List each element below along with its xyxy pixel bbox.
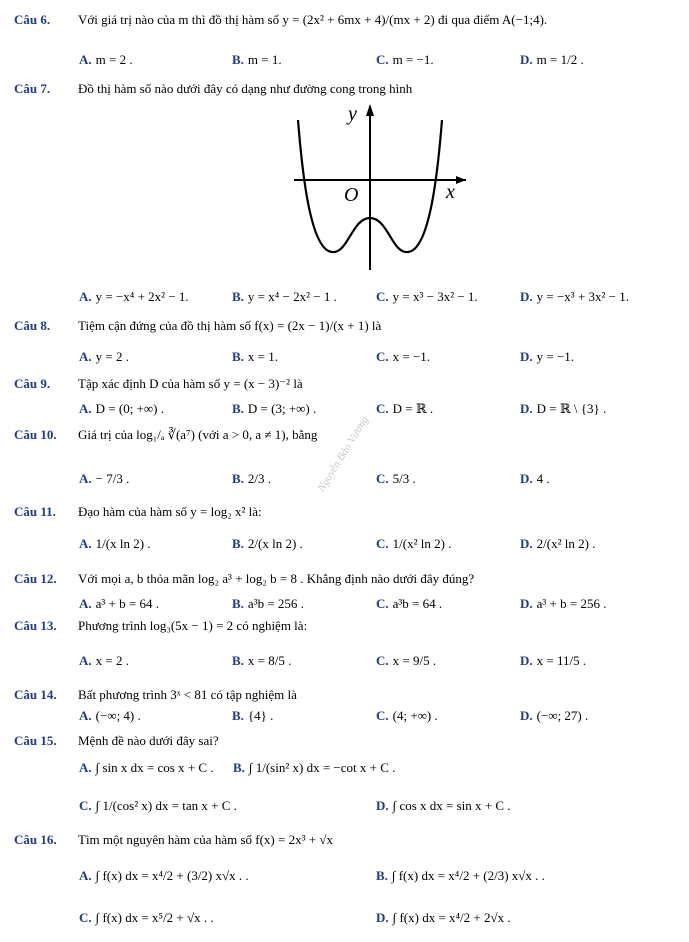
question-14-number: Câu 14. [14, 687, 57, 702]
q13-option-c-text: x = 9/5 . [392, 653, 437, 668]
q7-option-b[interactable]: B. y = x⁴ − 2x² − 1 . [232, 289, 337, 304]
q8-option-a[interactable]: A. y = 2 . [79, 349, 129, 364]
q16-option-c-text: ∫ f(x) dx = x⁵/2 + √x . . [95, 910, 214, 925]
q10-option-c-text: 5/3 . [392, 471, 416, 486]
q15-option-b[interactable]: B. ∫ 1/(sin² x) dx = −cot x + C . [233, 760, 396, 775]
q12-option-a-text: a³ + b = 64 . [95, 596, 159, 611]
q9-option-d-text: D = ℝ \ {3} . [536, 401, 607, 416]
y-axis-arrow [366, 104, 374, 116]
question-11-number: Câu 11. [14, 504, 56, 519]
q8-option-c[interactable]: C. x = −1. [376, 349, 431, 364]
q6-option-d-text: m = 1/2 . [536, 52, 584, 67]
q15-option-c[interactable]: C. ∫ 1/(cos² x) dx = tan x + C . [79, 798, 237, 813]
x-axis-label: x [446, 181, 455, 203]
q13-option-d-text: x = 11/5 . [536, 653, 587, 668]
question-7-number: Câu 7. [14, 81, 51, 96]
q16-option-b-text: ∫ f(x) dx = x⁴/2 + (2/3) x√x . . [391, 868, 545, 883]
q12-option-c-text: a³b = 64 . [392, 596, 443, 611]
q7-option-d[interactable]: D. y = −x³ + 3x² − 1. [520, 289, 630, 304]
q16-option-b[interactable]: B. ∫ f(x) dx = x⁴/2 + (2/3) x√x . . [376, 868, 545, 883]
y-axis-label: y [348, 103, 357, 125]
q9-option-b[interactable]: B. D = (3; +∞) . [232, 401, 317, 416]
q13-option-a-text: x = 2 . [95, 653, 129, 668]
q13-option-b-text: x = 8/5 . [247, 653, 292, 668]
question-6-text: Với giá trị nào của m thì đồ thị hàm số y = (2x² + 6mx + 4)/(mx + 2) đi qua điểm A(−1;4). [78, 12, 548, 27]
q8-option-d-text: y = −1. [536, 349, 575, 364]
q15-option-d[interactable]: D. ∫ cos x dx = sin x + C . [376, 798, 511, 813]
q7-option-d-text: y = −x³ + 3x² − 1. [536, 289, 630, 304]
q15-option-c-text: ∫ 1/(cos² x) dx = tan x + C . [95, 798, 237, 813]
question-12-number: Câu 12. [14, 571, 57, 586]
q9-option-c[interactable]: C. D = ℝ . [376, 401, 434, 416]
question-16-text: Tìm một nguyên hàm của hàm số f(x) = 2x³ + √x [78, 832, 333, 847]
q14-option-d-text: (−∞; 27) . [536, 708, 589, 723]
q14-option-a[interactable]: A. (−∞; 4) . [79, 708, 141, 723]
q6-option-c[interactable]: C. m = −1. [376, 52, 434, 67]
q7-option-a-text: y = −x⁴ + 2x² − 1. [95, 289, 189, 304]
q6-option-d[interactable]: D. m = 1/2 . [520, 52, 584, 67]
question-12-text: Với mọi a, b thỏa mãn log₂ a³ + log₂ b = 8 . Khẳng định nào dưới đây đúng? [78, 571, 475, 586]
q16-option-a[interactable]: A. ∫ f(x) dx = x⁴/2 + (3/2) x√x . . [79, 868, 249, 883]
q7-option-c-text: y = x³ − 3x² − 1. [392, 289, 478, 304]
q10-option-d[interactable]: D. 4 . [520, 471, 550, 486]
q11-option-d-text: 2/(x² ln 2) . [536, 536, 596, 551]
q11-option-a[interactable]: A. 1/(x ln 2) . [79, 536, 151, 551]
watermark: Nguyễn Bảo Vương [315, 414, 372, 494]
q6-option-b-text: m = 1. [247, 52, 282, 67]
q11-option-a-text: 1/(x ln 2) . [95, 536, 151, 551]
q14-option-c-text: (4; +∞) . [392, 708, 438, 723]
question-13-number: Câu 13. [14, 618, 57, 633]
q8-option-c-text: x = −1. [392, 349, 431, 364]
q13-option-b[interactable]: B. x = 8/5 . [232, 653, 292, 668]
q6-option-a-text: m = 2 . [95, 52, 133, 67]
q16-option-d-text: ∫ f(x) dx = x⁴/2 + 2√x . [392, 910, 511, 925]
q16-option-c[interactable]: C. ∫ f(x) dx = x⁵/2 + √x . . [79, 910, 214, 925]
question-9-text: Tập xác định D của hàm số y = (x − 3)⁻² là [78, 376, 303, 391]
q8-option-b-text: x = 1. [247, 349, 279, 364]
q14-option-c[interactable]: C. (4; +∞) . [376, 708, 438, 723]
question-7-text: Đồ thị hàm số nào dưới đây có dạng như đường cong trong hình [78, 81, 413, 96]
q12-option-d[interactable]: D. a³ + b = 256 . [520, 596, 607, 611]
origin-label: O [344, 184, 359, 206]
question-10-text: Giá trị của log₁/ₐ ∛(a⁷) (với a > 0, a ≠ 1), bằng [78, 427, 318, 442]
q10-option-b-text: 2/3 . [247, 471, 272, 486]
question-15-number: Câu 15. [14, 733, 57, 748]
q7-option-c[interactable]: C. y = x³ − 3x² − 1. [376, 289, 478, 304]
question-6-number: Câu 6. [14, 12, 51, 27]
question-15-text: Mệnh đề nào dưới đây sai? [78, 733, 219, 748]
q12-option-a[interactable]: A. a³ + b = 64 . [79, 596, 159, 611]
q15-option-d-text: ∫ cos x dx = sin x + C . [392, 798, 511, 813]
q10-option-c[interactable]: C. 5/3 . [376, 471, 416, 486]
q6-option-b[interactable]: B. m = 1. [232, 52, 282, 67]
q16-option-a-text: ∫ f(x) dx = x⁴/2 + (3/2) x√x . . [95, 868, 249, 883]
q8-option-d[interactable]: D. y = −1. [520, 349, 575, 364]
q9-option-a-text: D = (0; +∞) . [95, 401, 164, 416]
q12-option-b-text: a³b = 256 . [247, 596, 304, 611]
question-16-number: Câu 16. [14, 832, 57, 847]
q6-option-c-text: m = −1. [392, 52, 434, 67]
q11-option-b[interactable]: B. 2/(x ln 2) . [232, 536, 303, 551]
q14-option-d[interactable]: D. (−∞; 27) . [520, 708, 589, 723]
q13-option-d[interactable]: D. x = 11/5 . [520, 653, 587, 668]
question-8-number: Câu 8. [14, 318, 51, 333]
q7-option-b-text: y = x⁴ − 2x² − 1 . [247, 289, 337, 304]
q15-option-a-text: ∫ sin x dx = cos x + C . [95, 760, 214, 775]
q11-option-c[interactable]: C. 1/(x² ln 2) . [376, 536, 452, 551]
quartic-curve-graph [290, 100, 470, 275]
q14-option-b-text: {4} . [247, 708, 274, 723]
q8-option-b[interactable]: B. x = 1. [232, 349, 279, 364]
q15-option-a[interactable]: A. ∫ sin x dx = cos x + C . [79, 760, 214, 775]
q12-option-b[interactable]: B. a³b = 256 . [232, 596, 304, 611]
question-14-text: Bất phương trình 3ˣ < 81 có tập nghiệm là [78, 687, 297, 702]
question-13-text: Phương trình log₃(5x − 1) = 2 có nghiệm là: [78, 618, 308, 633]
q15-option-b-text: ∫ 1/(sin² x) dx = −cot x + C . [248, 760, 396, 775]
q10-option-a[interactable]: A. − 7/3 . [79, 471, 130, 486]
q10-option-a-text: − 7/3 . [95, 471, 130, 486]
q7-option-a[interactable]: A. y = −x⁴ + 2x² − 1. [79, 289, 189, 304]
question-10-number: Câu 10. [14, 427, 57, 442]
q14-option-b[interactable]: B. {4} . [232, 708, 274, 723]
q11-option-b-text: 2/(x ln 2) . [247, 536, 303, 551]
q14-option-a-text: (−∞; 4) . [95, 708, 141, 723]
q13-option-c[interactable]: C. x = 9/5 . [376, 653, 437, 668]
q11-option-c-text: 1/(x² ln 2) . [392, 536, 452, 551]
q16-option-d[interactable]: D. ∫ f(x) dx = x⁴/2 + 2√x . [376, 910, 511, 925]
question-9-number: Câu 9. [14, 376, 51, 391]
q6-option-a[interactable]: A. m = 2 . [79, 52, 133, 67]
q9-option-a[interactable]: A. D = (0; +∞) . [79, 401, 164, 416]
q10-option-d-text: 4 . [536, 471, 550, 486]
q10-option-b[interactable]: B. 2/3 . [232, 471, 272, 486]
x-axis-arrow [456, 176, 466, 184]
q12-option-c[interactable]: C. a³b = 64 . [376, 596, 443, 611]
q9-option-d[interactable]: D. D = ℝ \ {3} . [520, 401, 607, 416]
q13-option-a[interactable]: A. x = 2 . [79, 653, 129, 668]
q9-option-b-text: D = (3; +∞) . [247, 401, 317, 416]
q12-option-d-text: a³ + b = 256 . [536, 596, 607, 611]
q9-option-c-text: D = ℝ . [392, 401, 434, 416]
question-8-text: Tiệm cận đứng của đồ thị hàm số f(x) = (2x − 1)/(x + 1) là [78, 318, 382, 333]
question-11-text: Đạo hàm của hàm số y = log₂ x² là: [78, 504, 262, 519]
q11-option-d[interactable]: D. 2/(x² ln 2) . [520, 536, 596, 551]
q8-option-a-text: y = 2 . [95, 349, 129, 364]
